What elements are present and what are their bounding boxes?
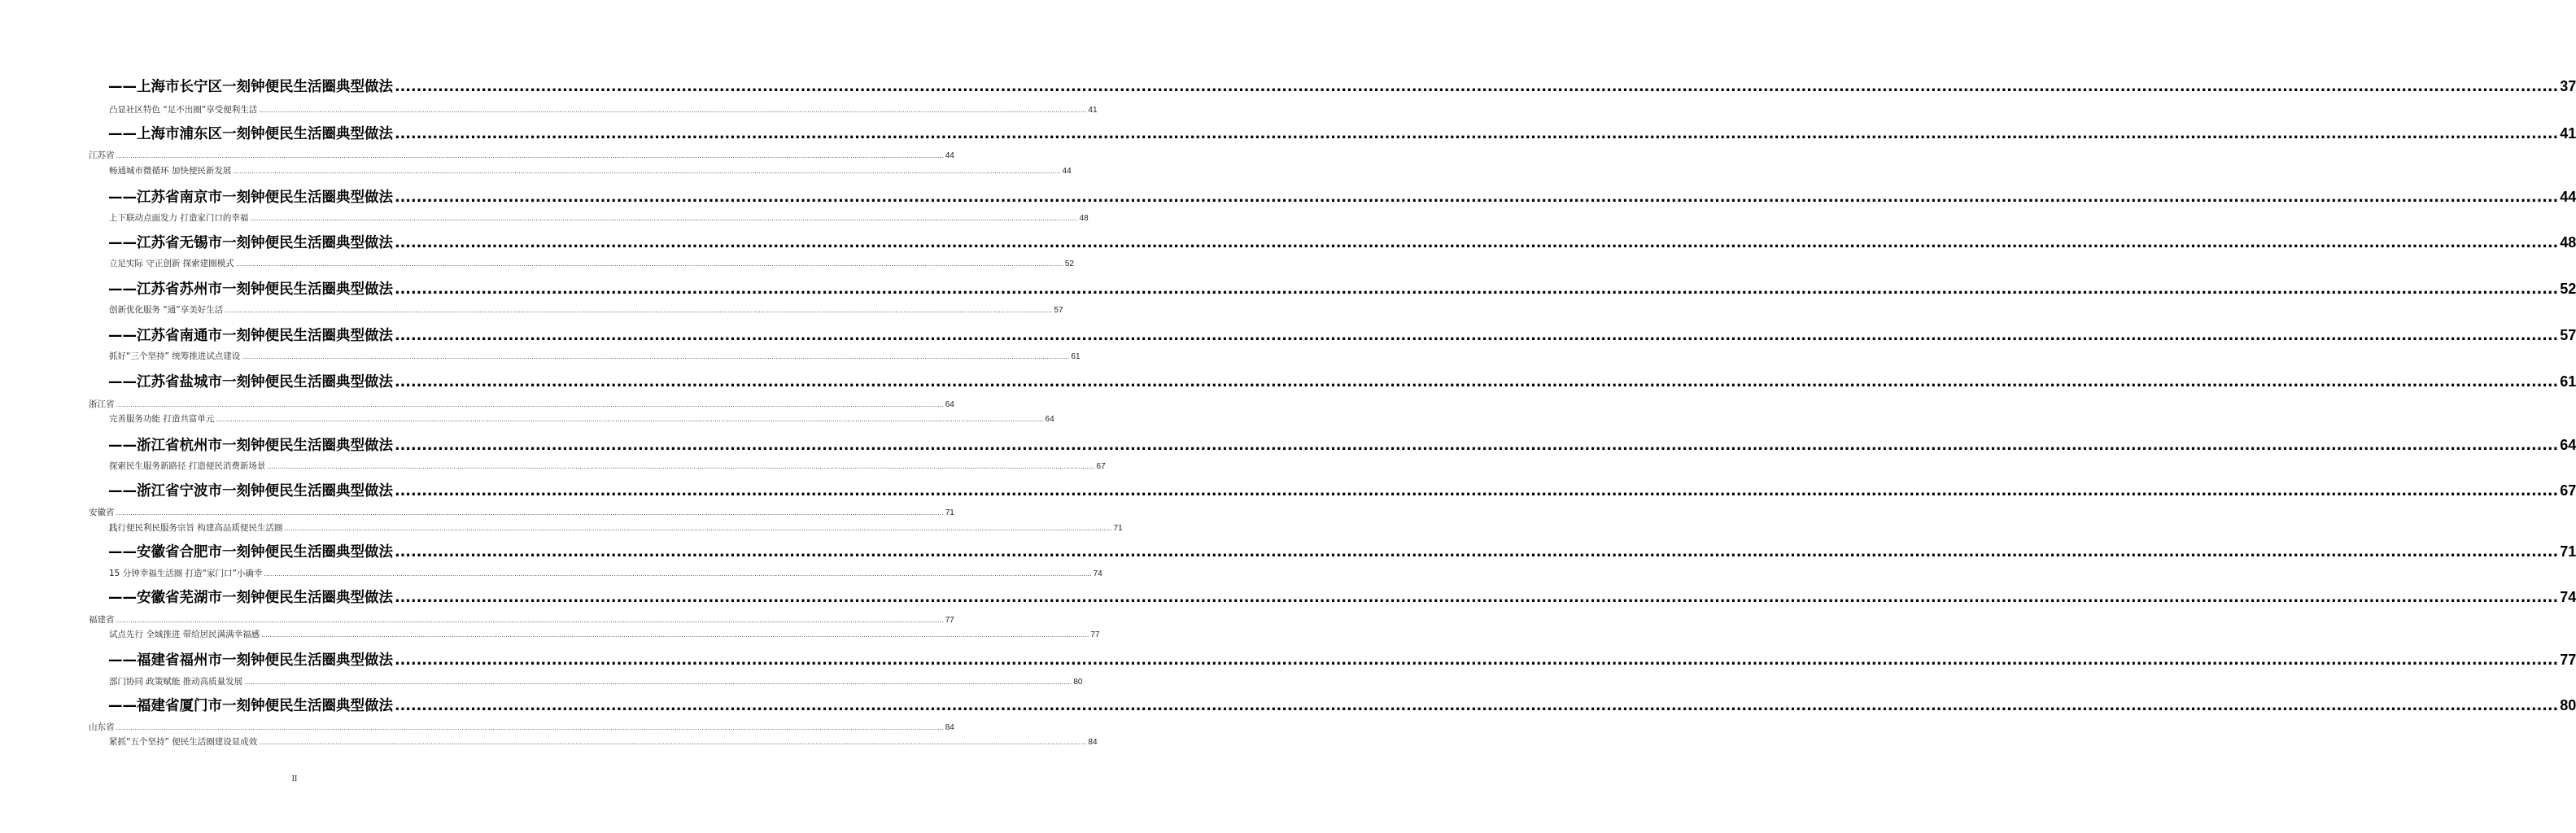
toc-page-number: 61 (1071, 352, 1081, 361)
toc-entry-title: ——上海市浦东区一刻钟便民生活圈典型做法 (108, 126, 393, 142)
toc-leader-dots: ................................................................................................................................................................................................................................................................................................................................................................................................................ (116, 617, 944, 624)
toc-entry[interactable] (109, 567, 1102, 580)
toc-entry-title: ——江苏省南京市一刻钟便民生活圈典型做法 (108, 190, 393, 206)
toc-leader-dots: ................................................................................................................................................................................................................................................................................................................................................................................................................ (261, 631, 1089, 639)
toc-entry-title: 畅通城市微循环 加快便民新发展 (109, 166, 232, 176)
page-number: II (291, 774, 298, 783)
toc-entry[interactable] (109, 412, 1054, 425)
toc-heading-entry[interactable] (108, 278, 2576, 301)
toc-entry[interactable] (109, 521, 1123, 534)
toc-entry-title: ——上海市长宁区一刻钟便民生活圈典型做法 (108, 79, 393, 95)
toc-page-number: 77 (1090, 630, 1100, 639)
toc-page-number: 61 (2560, 373, 2576, 390)
toc-province-entry[interactable] (89, 149, 954, 162)
toc-leader-dots: ................................................................................................................................................................................................................................................................................................................................................................................................................ (395, 281, 2559, 298)
toc-leader-dots: ................................................................................................................................................................................................................................................................................................................................................................................................................ (395, 126, 2559, 142)
toc-page-number: 44 (1062, 167, 1072, 176)
toc-heading-entry[interactable] (108, 186, 2576, 209)
toc-leader-dots: ................................................................................................................................................................................................................................................................................................................................................................................................................ (395, 374, 2559, 390)
toc-entry-title: ——江苏省苏州市一刻钟便民生活圈典型做法 (108, 281, 393, 298)
toc-entry-title: 凸显社区特色 “足不出圈”享受便利生活 (109, 105, 258, 115)
toc-entry[interactable] (109, 350, 1081, 363)
toc-entry[interactable] (109, 735, 1098, 748)
toc-page-number: 44 (2560, 189, 2576, 205)
toc-leader-dots: ................................................................................................................................................................................................................................................................................................................................................................................................................ (116, 152, 944, 159)
toc-leader-dots: ................................................................................................................................................................................................................................................................................................................................................................................................................ (395, 652, 2559, 669)
toc-province-entry[interactable] (89, 721, 954, 734)
toc-entry-title: 部门协同 政策赋能 推动高质量发展 (109, 677, 243, 687)
toc-entry-title: 15 分钟幸福生活圈 打造“家门口”小确幸 (109, 569, 263, 578)
toc-page-number: 57 (1054, 306, 1063, 315)
toc-entry-title: ——浙江省宁波市一刻钟便民生活圈典型做法 (108, 483, 393, 499)
toc-leader-dots: ................................................................................................................................................................................................................................................................................................................................................................................................................ (395, 328, 2559, 344)
toc-page-number: 52 (1064, 259, 1074, 268)
toc-leader-dots: ................................................................................................................................................................................................................................................................................................................................................................................................................ (264, 570, 1092, 578)
toc-page-number: 57 (2560, 327, 2576, 343)
toc-leader-dots: ................................................................................................................................................................................................................................................................................................................................................................................................................ (267, 463, 1095, 470)
toc-leader-dots: ................................................................................................................................................................................................................................................................................................................................................................................................................ (395, 438, 2559, 454)
toc-page-number: 37 (2560, 78, 2576, 94)
toc-page-number: 84 (1088, 738, 1098, 747)
toc-leader-dots: ................................................................................................................................................................................................................................................................................................................................................................................................................ (395, 590, 2559, 606)
toc-page-number: 77 (945, 616, 954, 625)
toc-leader-dots: ................................................................................................................................................................................................................................................................................................................................................................................................................ (395, 79, 2559, 95)
toc-province-entry[interactable] (89, 613, 954, 626)
toc-page-number: 80 (1073, 678, 1083, 687)
toc-page-number: 67 (1096, 462, 1106, 471)
toc-page-number: 74 (1093, 569, 1102, 578)
toc-entry-title: 浙江省 (89, 399, 115, 409)
toc-page-number: 80 (2560, 697, 2576, 713)
toc-leader-dots: ................................................................................................................................................................................................................................................................................................................................................................................................................ (395, 544, 2559, 560)
toc-leader-dots: ................................................................................................................................................................................................................................................................................................................................................................................................................ (116, 724, 944, 731)
toc-page-number: 48 (2560, 234, 2576, 251)
toc-leader-dots: ................................................................................................................................................................................................................................................................................................................................................................................................................ (395, 190, 2559, 206)
toc-page-number: 64 (2560, 437, 2576, 453)
toc-entry-title: 立足实际 守正创新 探索建圈模式 (109, 259, 234, 268)
toc-entry[interactable] (109, 103, 1098, 116)
toc-page-number: 64 (1045, 415, 1054, 424)
toc-leader-dots: ................................................................................................................................................................................................................................................................................................................................................................................................................ (225, 307, 1053, 314)
toc-entry[interactable] (109, 303, 1063, 316)
toc-entry-title: 安徽省 (89, 508, 115, 517)
toc-page-number: 52 (2560, 281, 2576, 297)
toc-heading-entry[interactable] (108, 232, 2576, 255)
toc-leader-dots: ................................................................................................................................................................................................................................................................................................................................................................................................................ (259, 107, 1087, 114)
toc-leader-dots: ................................................................................................................................................................................................................................................................................................................................................................................................................ (244, 678, 1072, 686)
toc-entry-title: 创新优化服务 “通”享美好生活 (109, 305, 224, 315)
toc-leader-dots: ................................................................................................................................................................................................................................................................................................................................................................................................................ (233, 168, 1061, 175)
toc-page-number: 77 (2560, 652, 2576, 668)
toc-leader-dots: ................................................................................................................................................................................................................................................................................................................................................................................................................ (250, 215, 1078, 222)
toc-heading-entry[interactable] (108, 123, 2576, 146)
toc-leader-dots: ................................................................................................................................................................................................................................................................................................................................................................................................................ (116, 509, 944, 517)
toc-page-number: 84 (945, 723, 954, 732)
toc-leader-dots: ................................................................................................................................................................................................................................................................................................................................................................................................................ (235, 260, 1063, 268)
toc-entry[interactable] (109, 212, 1089, 225)
toc-leader-dots: ................................................................................................................................................................................................................................................................................................................................................................................................................ (395, 698, 2559, 714)
toc-entry-title: 完善服务功能 打造共富单元 (109, 414, 215, 424)
toc-page-number: 74 (2560, 589, 2576, 605)
toc-entry-title: 试点先行 全域推进 带给居民满满幸福感 (109, 630, 260, 639)
toc-entry-title: ——江苏省盐城市一刻钟便民生活圈典型做法 (108, 374, 393, 390)
toc-page-number: 48 (1079, 214, 1089, 223)
toc-entry-title: 福建省 (89, 615, 115, 625)
toc-entry-title: ——安徽省芜湖市一刻钟便民生活圈典型做法 (108, 590, 393, 606)
toc-page-number: 67 (2560, 482, 2576, 499)
toc-heading-entry[interactable] (108, 480, 2576, 503)
toc-heading-entry[interactable] (108, 371, 2576, 394)
toc-heading-entry[interactable] (108, 325, 2576, 347)
toc-heading-entry[interactable] (108, 695, 2576, 717)
toc-heading-entry[interactable] (108, 541, 2576, 564)
toc-leader-dots: ................................................................................................................................................................................................................................................................................................................................................................................................................ (116, 401, 944, 408)
toc-entry-title: ——福建省福州市一刻钟便民生活圈典型做法 (108, 652, 393, 669)
toc-entry-title: 抓好“三个坚持” 统筹推进试点建设 (109, 351, 241, 361)
toc-page-number: 41 (2560, 125, 2576, 142)
toc-entry-title: 山东省 (89, 722, 115, 732)
toc-entry[interactable] (109, 164, 1072, 177)
toc-heading-entry[interactable] (108, 434, 2576, 457)
toc-leader-dots: ................................................................................................................................................................................................................................................................................................................................................................................................................ (242, 353, 1070, 360)
toc-entry-title: ——安徽省合肥市一刻钟便民生活圈典型做法 (108, 544, 393, 560)
toc-entry-title: 江苏省 (89, 150, 115, 160)
toc-entry-title: ——江苏省无锡市一刻钟便民生活圈典型做法 (108, 235, 393, 251)
toc-entry[interactable] (109, 460, 1106, 473)
toc-leader-dots: ................................................................................................................................................................................................................................................................................................................................................................................................................ (395, 235, 2559, 251)
toc-heading-entry[interactable] (108, 649, 2576, 672)
toc-leader-dots: ................................................................................................................................................................................................................................................................................................................................................................................................................ (395, 483, 2559, 499)
toc-heading-entry[interactable] (108, 76, 2576, 98)
toc-page-number: 64 (945, 400, 954, 409)
toc-page-number: 71 (945, 508, 954, 517)
toc-entry-title: 上下联动点面发力 打造家门口的幸福 (109, 213, 249, 223)
toc-entry-title: 践行便民利民服务宗旨 构建高品质便民生活圈 (109, 523, 283, 533)
toc-entry-title: ——浙江省杭州市一刻钟便民生活圈典型做法 (108, 438, 393, 454)
toc-entry-title: ——江苏省南通市一刻钟便民生活圈典型做法 (108, 328, 393, 344)
toc-entry-title: 紧抓“五个坚持” 便民生活圈建设显成效 (109, 737, 258, 747)
toc-page-number: 41 (1088, 106, 1098, 115)
toc-leader-dots: ................................................................................................................................................................................................................................................................................................................................................................................................................ (216, 416, 1044, 423)
toc-entry[interactable] (109, 675, 1083, 688)
toc-leader-dots: ................................................................................................................................................................................................................................................................................................................................................................................................................ (284, 525, 1112, 532)
toc-heading-entry[interactable] (108, 587, 2576, 609)
toc-page-number: 71 (1113, 524, 1123, 533)
toc-entry[interactable] (109, 257, 1074, 270)
toc-page-number: 44 (945, 151, 954, 160)
toc-entry-title: ——福建省厦门市一刻钟便民生活圈典型做法 (108, 698, 393, 714)
toc-leader-dots: ................................................................................................................................................................................................................................................................................................................................................................................................................ (259, 739, 1087, 746)
toc-entry[interactable] (109, 628, 1100, 641)
toc-entry-title: 探索民生服务新路径 打造便民消费新场景 (109, 461, 266, 471)
toc-province-entry[interactable] (89, 506, 954, 519)
toc-page-number: 71 (2560, 543, 2576, 560)
toc-province-entry[interactable] (89, 398, 954, 411)
